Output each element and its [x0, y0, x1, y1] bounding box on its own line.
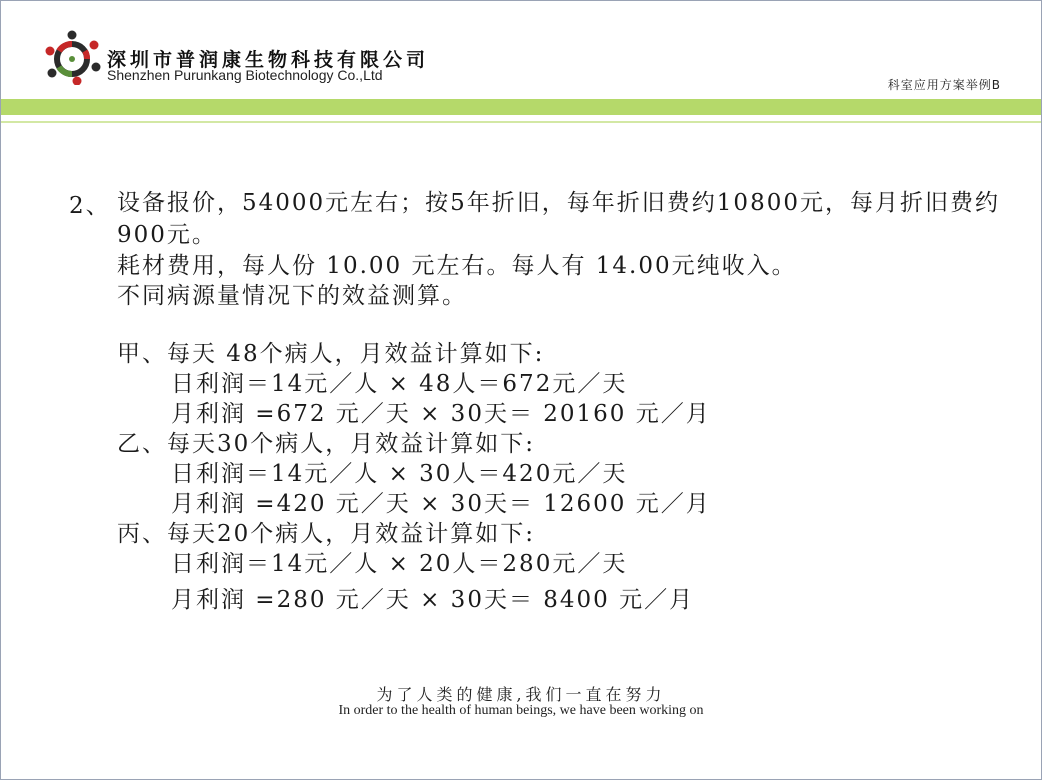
header-divider — [1, 121, 1041, 123]
consumables-text: 耗材费用，每人份 10.00 元左右。每人有 14.00元纯收入。 — [117, 253, 797, 279]
slide-tag: 科室应用方案举例B — [887, 78, 1001, 92]
footer-slogan-en: In order to the health of human beings, we have been working on — [338, 703, 704, 718]
company-name-cn: 深圳市普润康生物科技有限公司 — [107, 49, 430, 71]
scenario-c — [69, 519, 1019, 615]
daily-profit: 日利润＝14元／人 × 20人＝280元／天 — [171, 551, 628, 577]
monthly-profit: 月利润 =672 元／天 × 30天＝ 20160 元／月 — [171, 401, 711, 427]
scenario-a — [69, 339, 1019, 429]
scenario-b — [69, 429, 1019, 519]
equipment-paragraph — [69, 187, 1019, 251]
main-content — [69, 187, 1019, 615]
scenario-title: 甲、每天 48个病人，月效益计算如下: — [117, 341, 545, 367]
logo-icon — [45, 29, 103, 85]
daily-profit: 日利润＝14元／人 × 30人＝420元／天 — [171, 461, 628, 487]
monthly-profit: 月利润 =420 元／天 × 30天＝ 12600 元／月 — [171, 491, 711, 517]
daily-profit: 日利润＝14元／人 × 48人＝672元／天 — [171, 371, 628, 397]
scenario-title: 乙、每天30个病人，月效益计算如下: — [117, 431, 536, 457]
company-name-en: Shenzhen Purunkang Biotechnology Co.,Ltd — [107, 67, 383, 83]
scenario-title: 丙、每天20个病人，月效益计算如下: — [117, 521, 536, 547]
equipment-cost-text: 设备报价，54000元左右；按5年折旧，每年折旧费约10800元，每月折旧费约900元。 — [117, 190, 1000, 248]
intro-text: 不同病源量情况下的效益测算。 — [117, 283, 467, 309]
company-logo — [45, 29, 445, 89]
footer-slogan-cn: 为了人类的健康,我们一直在努力 — [376, 685, 666, 704]
monthly-profit: 月利润 =280 元／天 × 30天＝ 8400 元／月 — [171, 587, 695, 613]
item-number: 2、 — [69, 193, 111, 219]
header-green-bar — [1, 99, 1041, 115]
